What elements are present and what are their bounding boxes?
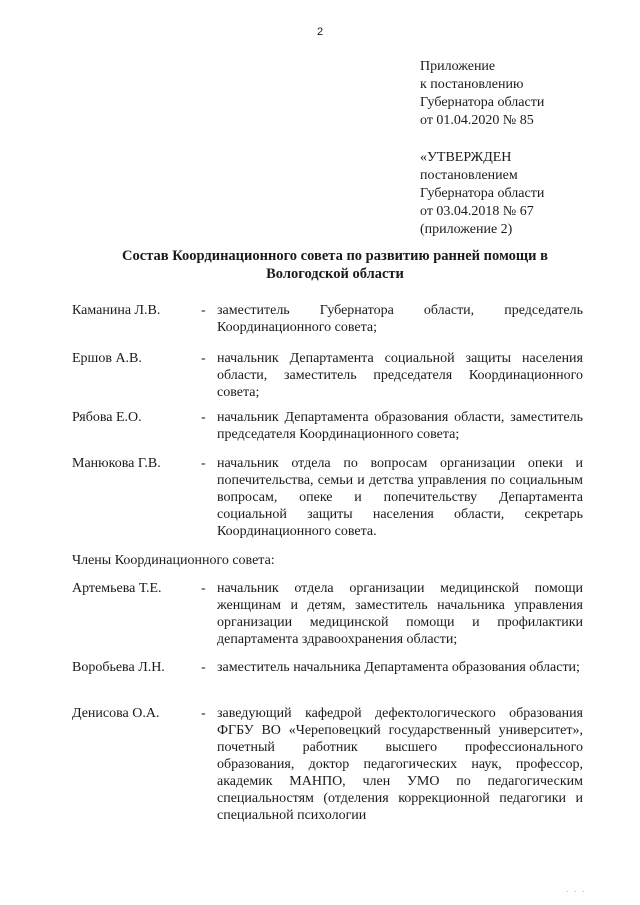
person-position: начальник Департамента образования области, заместитель председателя Координационного совета; [217, 410, 583, 442]
page-number: 2 [316, 26, 324, 38]
approved-line: «УТВЕРЖДЕН [420, 150, 512, 165]
person-name: Артемьева Т.Е. [72, 581, 162, 596]
person-position: заместитель Губернатора области, председатель Координационного совета; [217, 303, 583, 335]
person-position: начальник отдела организации медицинской помощи женщинам и детям, заместитель начальника управления организации медицинской помощи и профилактики департамента здравоохранения области; [217, 581, 583, 647]
approved-line: Губернатора области [420, 186, 545, 201]
person-position: заместитель начальника Департамента образования области; [217, 660, 580, 675]
approved-line: постановлением [420, 168, 518, 183]
title-line-1: Состав Координационного совета по развитию ранней помощи в [122, 248, 548, 264]
appendix-line: к постановлению [420, 77, 524, 92]
entry-dash: - [201, 706, 206, 721]
person-position: заведующий кафедрой дефектологического образования ФГБУ ВО «Череповецкий государственный университет», почетный работник высшего профессионального образования, доктор педагогических наук, профессор, академик МАНПО, член УМО по педагогическим специальностям (отделения коррекционной педагогики и специальной психологии [217, 706, 583, 823]
entry-dash: - [201, 660, 206, 675]
entry-dash: - [201, 581, 206, 596]
title-line-2: Вологодской области [266, 266, 404, 282]
approved-block [420, 149, 620, 239]
appendix-line: от 01.04.2020 № 85 [420, 113, 534, 128]
members-heading: Члены Координационного совета: [72, 553, 275, 568]
scan-artifact: · · · [566, 888, 587, 896]
appendix-line: Губернатора области [420, 95, 545, 110]
entry-dash: - [201, 456, 206, 471]
appendix-line: Приложение [420, 59, 496, 74]
person-name: Каманина Л.В. [72, 303, 161, 318]
approved-line: (приложение 2) [420, 222, 513, 237]
document-title [60, 247, 610, 283]
entry-dash: - [201, 410, 206, 425]
person-position: начальник отдела по вопросам организации опеки и попечительства, семьи и детства управления по социальным вопросам, опеке и попечительству Департамента социальной защиты населения области, секретарь Координационного совета. [217, 456, 583, 539]
person-name: Манюкова Г.В. [72, 456, 161, 471]
person-name: Воробьева Л.Н. [72, 660, 165, 675]
person-position: начальник Департамента социальной защиты населения области, заместитель председателя Координационного совета; [217, 351, 583, 400]
entry-dash: - [201, 303, 206, 318]
appendix-block [420, 58, 620, 130]
person-name: Ершов А.В. [72, 351, 142, 366]
approved-line: от 03.04.2018 № 67 [420, 204, 534, 219]
entry-dash: - [201, 351, 206, 366]
person-name: Денисова О.А. [72, 706, 160, 721]
person-name: Рябова Е.О. [72, 410, 142, 425]
